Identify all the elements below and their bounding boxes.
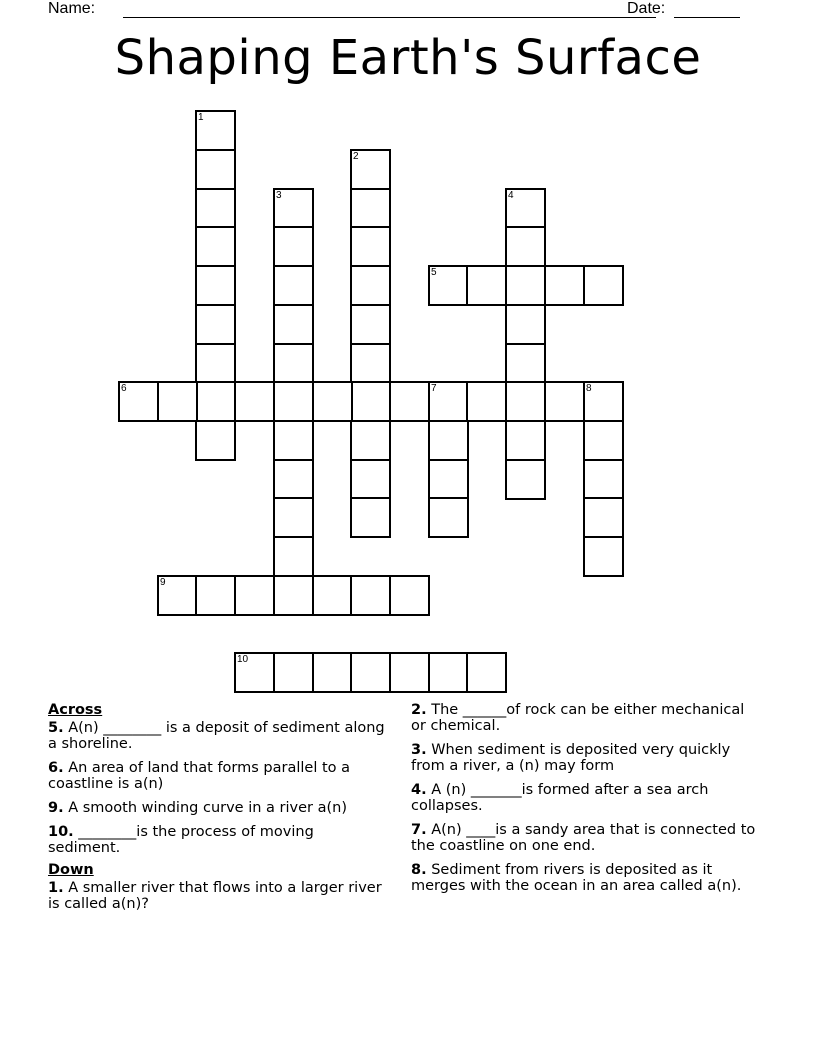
clue-item <box>411 782 756 814</box>
crossword-cell[interactable] <box>583 265 624 306</box>
clue-number: 8. <box>411 862 427 878</box>
crossword-cell[interactable] <box>273 536 314 577</box>
clue-item <box>48 720 388 752</box>
clues-left-column <box>48 702 388 920</box>
crossword-cell[interactable] <box>350 459 391 500</box>
crossword-cell[interactable] <box>505 265 546 306</box>
clues-right-column <box>411 702 756 902</box>
clue-number: 9. <box>48 800 64 816</box>
clue-text: When sediment is deposited very quickly from a river, a (n) may form <box>411 742 731 774</box>
crossword-cell[interactable] <box>428 381 469 422</box>
clue-number: 6. <box>48 760 64 776</box>
crossword-cell[interactable] <box>389 575 430 616</box>
crossword-cell[interactable] <box>350 652 391 693</box>
crossword-cell[interactable] <box>583 420 624 461</box>
clue-text: A (n) _______is formed after a sea arch collapses. <box>411 782 709 814</box>
crossword-cell[interactable] <box>583 497 624 538</box>
crossword-cell[interactable] <box>505 343 546 384</box>
crossword-cell[interactable] <box>234 575 275 616</box>
crossword-cell[interactable] <box>583 381 624 422</box>
crossword-cell[interactable] <box>157 575 198 616</box>
clue-item <box>48 824 388 856</box>
crossword-cell[interactable] <box>273 343 314 384</box>
clue-text: A(n) ________ is a deposit of sediment along a shoreline. <box>48 720 385 752</box>
crossword-cell[interactable] <box>273 652 314 693</box>
crossword-cell[interactable] <box>389 381 430 422</box>
crossword-cell[interactable] <box>505 304 546 345</box>
clue-number: 1 <box>198 112 204 123</box>
date-label: Date: <box>627 0 666 17</box>
crossword-cell[interactable] <box>350 304 391 345</box>
crossword-cell[interactable] <box>273 497 314 538</box>
clue-number: 10. <box>48 824 74 840</box>
clue-number: 4. <box>411 782 427 798</box>
crossword-cell[interactable] <box>273 304 314 345</box>
crossword-cell[interactable] <box>118 381 159 422</box>
crossword-cell[interactable] <box>350 575 391 616</box>
crossword-cell[interactable] <box>312 575 353 616</box>
down-clue-list <box>48 880 388 912</box>
crossword-cell[interactable] <box>350 149 391 190</box>
crossword-cell[interactable] <box>583 536 624 577</box>
across-heading: Across <box>48 702 103 718</box>
clue-text: A smaller river that flows into a larger river is called a(n)? <box>48 880 382 912</box>
clue-number: 10 <box>237 654 249 665</box>
crossword-cell[interactable] <box>312 652 353 693</box>
crossword-cell[interactable] <box>544 381 585 422</box>
crossword-cell[interactable] <box>195 110 236 151</box>
across-clue-list <box>48 720 388 856</box>
clue-number: 1. <box>48 880 64 896</box>
clue-text: A(n) ____is a sandy area that is connected to the coastline on one end. <box>411 822 756 854</box>
crossword-cell[interactable] <box>350 381 391 422</box>
crossword-cell[interactable] <box>466 265 507 306</box>
crossword-cell[interactable] <box>273 226 314 267</box>
crossword-cell[interactable] <box>350 226 391 267</box>
crossword-cell[interactable] <box>350 265 391 306</box>
clue-number: 4 <box>508 190 514 201</box>
clue-text: A smooth winding curve in a river a(n) <box>63 800 347 816</box>
crossword-cell[interactable] <box>505 381 546 422</box>
crossword-cell[interactable] <box>428 459 469 500</box>
clue-item <box>48 800 388 816</box>
crossword-cell[interactable] <box>428 652 469 693</box>
clue-item <box>411 742 756 774</box>
clue-number: 8 <box>586 383 592 394</box>
crossword-cell[interactable] <box>350 188 391 229</box>
crossword-cell[interactable] <box>428 420 469 461</box>
crossword-cell[interactable] <box>195 226 236 267</box>
crossword-cell[interactable] <box>195 575 236 616</box>
crossword-cell[interactable] <box>389 652 430 693</box>
clue-item <box>411 862 756 894</box>
crossword-cell[interactable] <box>583 459 624 500</box>
clue-text: An area of land that forms parallel to a coastline is a(n) <box>48 760 351 792</box>
crossword-cell[interactable] <box>466 381 507 422</box>
clue-text: ________is the process of moving sediment. <box>48 824 314 856</box>
crossword-cell[interactable] <box>428 265 469 306</box>
crossword-cell[interactable] <box>234 652 275 693</box>
crossword-cell[interactable] <box>273 420 314 461</box>
clue-number: 9 <box>160 577 166 588</box>
clue-number: 7. <box>411 822 427 838</box>
clue-number: 6 <box>121 383 127 394</box>
crossword-cell[interactable] <box>195 149 236 190</box>
crossword-cell[interactable] <box>273 265 314 306</box>
crossword-cell[interactable] <box>350 343 391 384</box>
crossword-cell[interactable] <box>312 381 353 422</box>
crossword-cell[interactable] <box>273 459 314 500</box>
clue-number: 5 <box>431 267 437 278</box>
crossword-cell[interactable] <box>505 420 546 461</box>
crossword-cell[interactable] <box>157 381 198 422</box>
down-clue-list-continued <box>411 702 756 894</box>
crossword-cell[interactable] <box>505 459 546 500</box>
crossword-cell[interactable] <box>195 343 236 384</box>
clue-number: 7 <box>431 383 437 394</box>
clue-number: 2. <box>411 702 427 718</box>
name-label: Name: <box>48 0 96 17</box>
crossword-cell[interactable] <box>273 188 314 229</box>
crossword-cell[interactable] <box>350 497 391 538</box>
clue-number: 3. <box>411 742 427 758</box>
clue-number: 3 <box>276 190 282 201</box>
clue-text: The ______of rock can be either mechanical or chemical. <box>411 702 745 734</box>
clue-item <box>411 702 756 734</box>
clue-item <box>411 822 756 854</box>
crossword-cell[interactable] <box>195 381 236 422</box>
crossword-cell[interactable] <box>505 188 546 229</box>
clue-text: Sediment from rivers is deposited as it merges with the ocean in an area called a(n). <box>411 862 742 894</box>
crossword-cell[interactable] <box>466 652 507 693</box>
crossword-cell[interactable] <box>195 420 236 461</box>
clue-number: 5. <box>48 720 64 736</box>
clue-item <box>48 880 388 912</box>
crossword-cell[interactable] <box>234 381 275 422</box>
crossword-cell[interactable] <box>350 420 391 461</box>
crossword-cell[interactable] <box>195 188 236 229</box>
crossword-cell[interactable] <box>428 497 469 538</box>
crossword-cell[interactable] <box>195 304 236 345</box>
crossword-cell[interactable] <box>195 265 236 306</box>
clue-number: 2 <box>353 151 359 162</box>
crossword-cell[interactable] <box>273 575 314 616</box>
crossword-cell[interactable] <box>273 381 314 422</box>
clue-item <box>48 760 388 792</box>
page-title: Shaping Earth's Surface <box>114 30 702 86</box>
crossword-cell[interactable] <box>544 265 585 306</box>
crossword-cell[interactable] <box>505 226 546 267</box>
down-heading: Down <box>48 862 94 878</box>
